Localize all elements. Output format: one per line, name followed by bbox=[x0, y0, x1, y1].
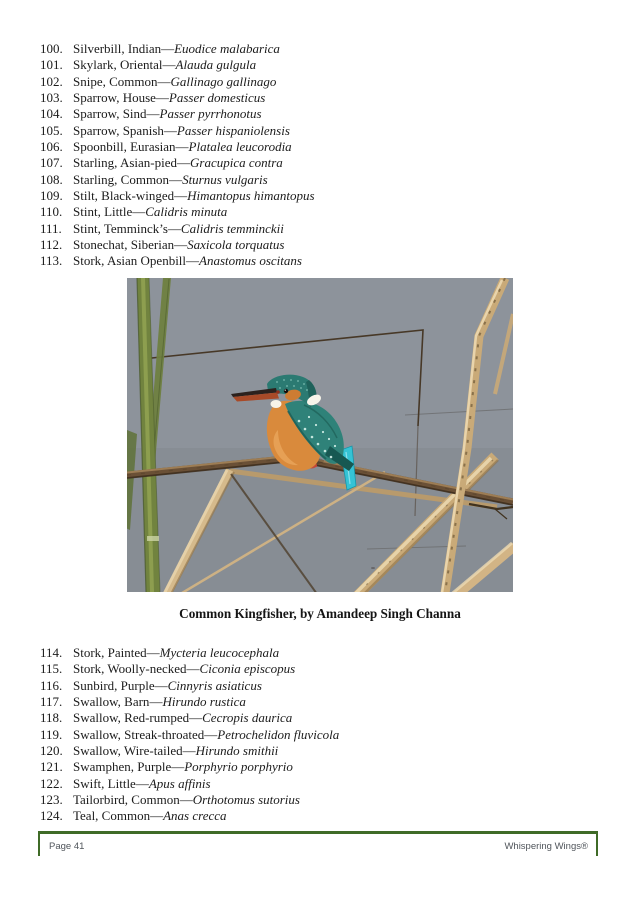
bird-scientific-name: Calidris temminckii bbox=[180, 220, 284, 236]
bird-number: 122. bbox=[40, 775, 63, 791]
bird-common-name: Stilt, Black-winged bbox=[73, 187, 175, 203]
bird-common-name: Skylark, Oriental bbox=[73, 57, 163, 73]
bird-scientific-name: Cinnyris asiaticus bbox=[167, 677, 262, 693]
bird-list-item bbox=[40, 645, 339, 661]
bird-number: 104. bbox=[40, 106, 63, 122]
name-separator: — bbox=[179, 791, 193, 807]
bird-scientific-name: Mycteria leucocephala bbox=[159, 645, 280, 660]
bird-common-name: Stint, Temminck’s bbox=[73, 220, 168, 236]
bird-common-name: Stork, Woolly-necked bbox=[73, 661, 187, 677]
bird-entry-text bbox=[73, 57, 256, 73]
bird-scientific-name: Euodice malabarica bbox=[174, 41, 280, 56]
bird-eye bbox=[284, 389, 288, 393]
name-separator: — bbox=[157, 73, 171, 89]
name-separator: — bbox=[132, 204, 146, 220]
name-separator: — bbox=[150, 808, 164, 824]
bird-scientific-name: Orthotomus sutorius bbox=[192, 791, 300, 807]
name-separator: — bbox=[169, 171, 183, 187]
bird-common-name: Swamphen, Purple bbox=[73, 759, 172, 775]
bird-scientific-name: Alauda gulgula bbox=[175, 57, 257, 73]
bird-scientific-name: Apus affinis bbox=[148, 775, 211, 791]
name-separator: — bbox=[182, 742, 196, 758]
bird-entry-text bbox=[73, 90, 265, 106]
bird-list-item bbox=[40, 792, 339, 808]
bird-common-name: Stonechat, Siberian bbox=[73, 236, 175, 252]
bird-scientific-name: Anas crecca bbox=[163, 808, 227, 824]
name-separator: — bbox=[146, 106, 160, 122]
name-separator: — bbox=[174, 187, 188, 203]
bird-number: 113. bbox=[40, 253, 63, 269]
bird-common-name: Spoonbill, Eurasian bbox=[73, 138, 176, 154]
bird-list-item bbox=[40, 172, 315, 188]
bird-common-name: Sparrow, Spanish bbox=[73, 122, 164, 138]
bird-number: 107. bbox=[40, 155, 63, 171]
bird-list-item bbox=[40, 204, 315, 220]
name-separator: — bbox=[175, 138, 189, 154]
bird-number: 106. bbox=[40, 138, 63, 154]
bird-entry-text bbox=[73, 710, 292, 726]
bird-list-item bbox=[40, 74, 315, 90]
bird-entry-text bbox=[73, 172, 268, 188]
bird-scientific-name: Petrochelidon fluvicola bbox=[217, 726, 340, 742]
name-separator: — bbox=[149, 693, 163, 709]
bird-scientific-name: Passer domesticus bbox=[168, 89, 266, 105]
bird-entry-text bbox=[73, 727, 339, 743]
bird-common-name: Stint, Little bbox=[73, 204, 133, 220]
bird-common-name: Stork, Painted bbox=[73, 645, 147, 660]
bird-list-item bbox=[40, 710, 339, 726]
bird-list-item bbox=[40, 41, 315, 57]
bird-scientific-name: Ciconia episcopus bbox=[199, 661, 296, 677]
kingfisher-photo bbox=[127, 278, 513, 592]
bird-number: 109. bbox=[40, 187, 63, 203]
name-separator: — bbox=[204, 726, 218, 742]
bird-number: 123. bbox=[40, 791, 63, 807]
bird-common-name: Silverbill, Indian bbox=[73, 41, 162, 56]
bird-entry-text bbox=[73, 694, 246, 710]
bird-number: 100. bbox=[40, 41, 63, 56]
bird-list-item bbox=[40, 139, 315, 155]
bird-number: 116. bbox=[40, 677, 63, 693]
bird-list-item bbox=[40, 776, 339, 792]
bird-number: 101. bbox=[40, 57, 63, 73]
bird-scientific-name: Calidris minuta bbox=[145, 204, 228, 220]
bird-common-name: Sparrow, House bbox=[73, 89, 156, 105]
bird-scientific-name: Gracupica contra bbox=[190, 155, 283, 171]
figure-caption: Common Kingfisher, by Amandeep Singh Channa bbox=[179, 606, 461, 621]
bird-number: 117. bbox=[40, 693, 63, 709]
bird-entry-text bbox=[73, 645, 279, 661]
bird-list-item bbox=[40, 253, 315, 269]
name-separator: — bbox=[155, 89, 169, 105]
bird-throat-patch bbox=[271, 400, 282, 408]
footer-brand: Whispering Wings® bbox=[504, 841, 588, 852]
bird-common-name: Swallow, Streak-throated bbox=[73, 726, 205, 742]
name-separator: — bbox=[162, 57, 176, 73]
bird-list-item bbox=[40, 727, 339, 743]
bird-common-name: Snipe, Common bbox=[73, 73, 158, 89]
name-separator: — bbox=[186, 253, 200, 269]
name-separator: — bbox=[186, 661, 200, 677]
bird-list-item bbox=[40, 678, 339, 694]
bird-number: 105. bbox=[40, 122, 63, 138]
bird-entry-text bbox=[73, 221, 284, 237]
bird-scientific-name: Hirundo rustica bbox=[162, 693, 246, 709]
bird-common-name: Tailorbird, Common bbox=[73, 791, 180, 807]
bird-list-item bbox=[40, 743, 339, 759]
bird-entry-text bbox=[73, 188, 315, 204]
bird-list-item bbox=[40, 106, 315, 122]
bird-scientific-name: Passer pyrrhonotus bbox=[159, 106, 262, 122]
bird-scientific-name: Saxicola torquatus bbox=[187, 236, 285, 252]
bird-entry-text bbox=[73, 139, 292, 155]
bird-common-name: Teal, Common bbox=[73, 808, 151, 824]
bird-list-item bbox=[40, 155, 315, 171]
name-separator: — bbox=[146, 645, 160, 660]
bird-scientific-name: Platalea leucorodia bbox=[188, 138, 292, 154]
bird-entry-text bbox=[73, 204, 227, 220]
bird-scientific-name: Himantopus himantopus bbox=[187, 187, 315, 203]
bird-list-upper bbox=[40, 41, 315, 270]
bird-entry-text bbox=[73, 743, 278, 759]
name-separator: — bbox=[174, 236, 188, 252]
bird-number: 112. bbox=[40, 236, 63, 252]
name-separator: — bbox=[161, 41, 175, 56]
bird-list-item bbox=[40, 57, 315, 73]
bird-list-item bbox=[40, 759, 339, 775]
name-separator: — bbox=[135, 775, 149, 791]
bird-number: 114. bbox=[40, 645, 63, 660]
bird-entry-text bbox=[73, 74, 276, 90]
bird-number: 108. bbox=[40, 171, 63, 187]
bird-common-name: Swallow, Red-rumped bbox=[73, 710, 190, 726]
bird-list-item bbox=[40, 188, 315, 204]
bird-scientific-name: Porphyrio porphyrio bbox=[184, 759, 293, 775]
bird-entry-text bbox=[73, 253, 302, 269]
name-separator: — bbox=[163, 122, 177, 138]
bird-entry-text bbox=[73, 41, 280, 57]
bird-common-name: Swallow, Barn bbox=[73, 693, 150, 709]
bird-number: 118. bbox=[40, 710, 63, 726]
bird-common-name: Starling, Asian-pied bbox=[73, 155, 177, 171]
bird-list-item bbox=[40, 661, 339, 677]
bird-scientific-name: Cecropis daurica bbox=[202, 710, 293, 726]
bird-number: 120. bbox=[40, 742, 63, 758]
bird-number: 103. bbox=[40, 89, 63, 105]
name-separator: — bbox=[167, 220, 181, 236]
name-separator: — bbox=[154, 677, 168, 693]
bird-common-name: Swallow, Wire-tailed bbox=[73, 742, 183, 758]
footer-page-number: Page 41 bbox=[49, 841, 85, 852]
bird-list-item bbox=[40, 90, 315, 106]
bird-number: 124. bbox=[40, 808, 63, 824]
bird-number: 110. bbox=[40, 204, 63, 220]
bird-number: 121. bbox=[40, 759, 63, 775]
bird-number: 119. bbox=[40, 726, 63, 742]
bird-scientific-name: Sturnus vulgaris bbox=[182, 171, 268, 187]
name-separator: — bbox=[171, 759, 185, 775]
name-separator: — bbox=[189, 710, 203, 726]
bird-entry-text bbox=[73, 237, 284, 253]
bird-list-item bbox=[40, 237, 315, 253]
bird-scientific-name: Hirundo smithii bbox=[195, 742, 279, 758]
bird-entry-text bbox=[73, 792, 300, 808]
bird-entry-text bbox=[73, 106, 262, 122]
bird-list-item bbox=[40, 808, 339, 824]
page-footer bbox=[38, 831, 598, 856]
kingfisher-figure bbox=[127, 278, 513, 592]
bird-list-item bbox=[40, 221, 315, 237]
bird-list-item bbox=[40, 694, 339, 710]
bird-common-name: Swift, Little bbox=[73, 775, 136, 791]
bird-scientific-name: Passer hispaniolensis bbox=[176, 122, 290, 138]
bird-number: 102. bbox=[40, 73, 63, 89]
bird-common-name: Starling, Common bbox=[73, 171, 170, 187]
bird-number: 111. bbox=[40, 220, 62, 236]
bird-common-name: Stork, Asian Openbill bbox=[73, 253, 187, 269]
bird-common-name: Sparrow, Sind bbox=[73, 106, 147, 122]
bird-entry-text bbox=[73, 678, 262, 694]
bird-entry-text bbox=[73, 808, 227, 824]
bird-list-item bbox=[40, 123, 315, 139]
bird-entry-text bbox=[73, 759, 293, 775]
bird-entry-text bbox=[73, 776, 211, 792]
bird-scientific-name: Anastomus oscitans bbox=[199, 253, 302, 269]
bird-entry-text bbox=[73, 123, 290, 139]
name-separator: — bbox=[177, 155, 190, 171]
bird-number: 115. bbox=[40, 661, 63, 677]
bird-common-name: Sunbird, Purple bbox=[73, 677, 155, 693]
bird-entry-text bbox=[73, 661, 295, 677]
bird-list-lower bbox=[40, 645, 339, 825]
bird-scientific-name: Gallinago gallinago bbox=[170, 73, 277, 89]
bird-entry-text bbox=[73, 155, 283, 171]
